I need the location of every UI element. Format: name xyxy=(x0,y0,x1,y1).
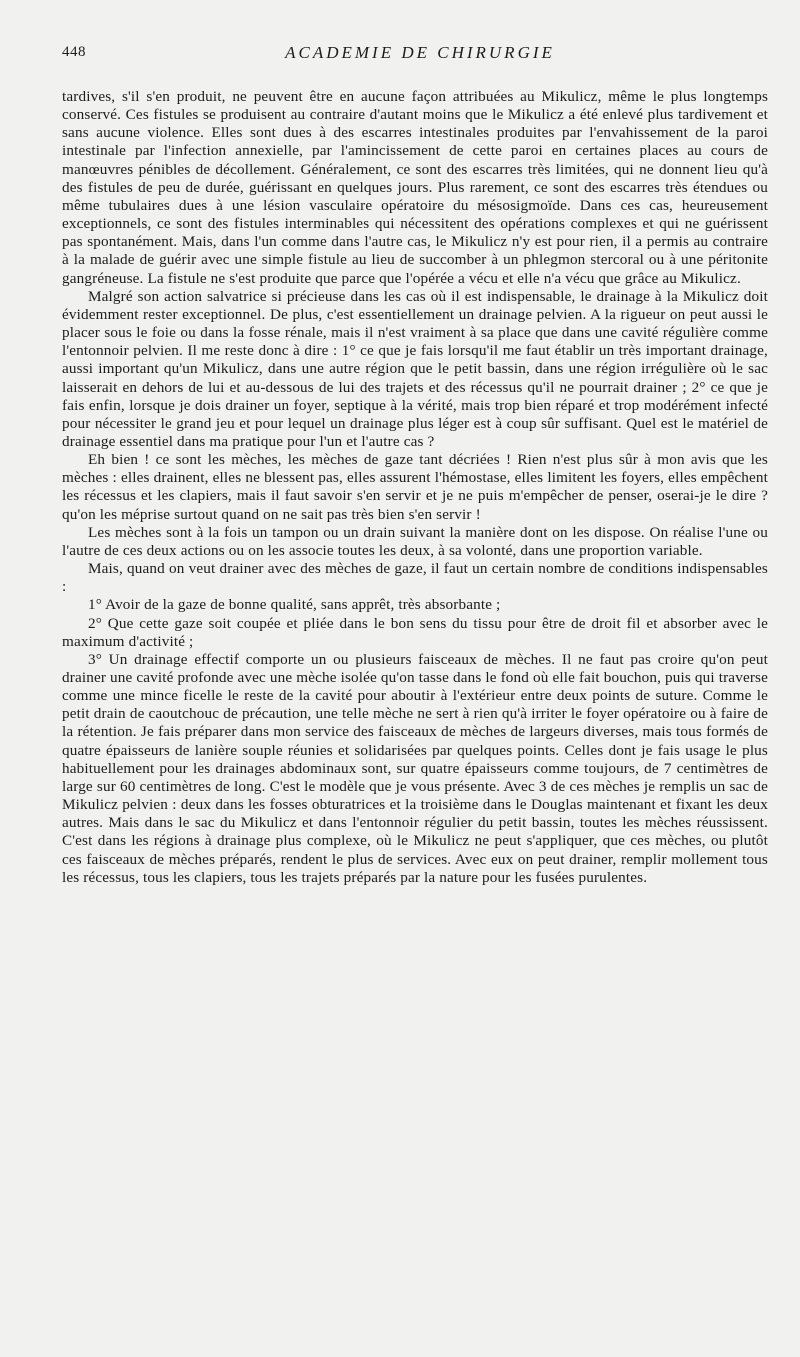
page-header xyxy=(62,40,768,70)
paragraph: Malgré son action salvatrice si précieuse dans les cas où il est indispensable, le drainage à la Mikulicz doit évidemment rester exceptionnel. De plus, c'est essentiellement un drainage pelvien. A la rigueur on peut aussi le placer sous le foie ou dans la fosse rénale, mais il n'est vraiment à sa place que dans une cavité régulière comme l'entonnoir pelvien. Il me reste donc à dire : 1° ce que je fais lorsqu'il me faut établir un très important drainage, aussi important qu'un Mikulicz, dans une autre région que le petit bassin, dans une région irrégulière où le sac laisserait en dehors de lui et au-dessous de lui des trajets et des récessus qu'il ne pourrait drainer ; 2° ce que je fais enfin, lorsque je dois drainer un foyer, septique à la vérité, mais trop bien réparé et trop modérément infecté pour nécessiter le grand jeu et pour lequel un drainage plus léger est à coup sûr suffisant. Quel est le matériel de drainage essentiel dans ma pratique pour l'un et l'autre cas ? xyxy=(62,287,768,450)
body-text xyxy=(62,88,768,887)
page-number: 448 xyxy=(62,44,86,60)
running-title: ACADEMIE DE CHIRURGIE xyxy=(285,43,555,62)
list-item: 2° Que cette gaze soit coupée et pliée dans le bon sens du tissu pour être de droit fil et absorber avec le maximum d'activité ; xyxy=(62,614,768,650)
paragraph: Les mèches sont à la fois un tampon ou un drain suivant la manière dont on les dispose. On réalise l'une ou l'autre de ces deux actions ou on les associe toutes les deux, à sa volonté, dans une proportion variable. xyxy=(62,523,768,559)
paragraph: Eh bien ! ce sont les mèches, les mèches de gaze tant décriées ! Rien n'est plus sûr à mon avis que les mèches : elles drainent, elles ne blessent pas, elles assurent l'hémostase, elles limitent les foyers, elles empêchent les récessus et les clapiers, mais il faut savoir s'en servir et je ne puis m'empêcher de penser, oserai-je le dire ? qu'on les méprise surtout quand on ne sait pas très bien s'en servir ! xyxy=(62,451,768,523)
list-item: 3° Un drainage effectif comporte un ou plusieurs faisceaux de mèches. Il ne faut pas croire qu'on peut drainer une cavité profonde avec une mèche isolée qu'on tasse dans le fond où elle fait bouchon, puis qui traverse comme une mince ficelle le reste de la cavité pour aboutir à l'extérieur entre deux points de suture. Comme le petit drain de caoutchouc de précaution, une telle mèche ne sert à rien qu'à irriter le foyer opératoire ou à faire de la rétention. Je fais préparer dans mon service des faisceaux de mèches de largeurs diverses, mais tous formés de quatre épaisseurs de lanière souple réunies et solidarisées par quelques points. Celles dont je fais usage le plus habituellement pour les drainages abdominaux sont, sur quatre épaisseurs comme toujours, de 7 centimètres de large sur 60 centimètres de long. C'est le modèle que je vous présente. Avec 3 de ces mèches je remplis un sac de Mikulicz pelvien : deux dans les fosses obturatrices et la troisième dans le Douglas maintenant et fixant les deux autres. Mais dans le sac du Mikulicz et dans l'entonnoir régulier du petit bassin, toutes les mèches réussissent. C'est dans les régions à drainage plus complexe, où le Mikulicz ne peut s'appliquer, que ces mèches, ou plutôt ces faisceaux de mèches préparés, rendent le plus de services. Avec eux on peut drainer, remplir mollement tous les récessus, tous les clapiers, tous les trajets préparés par la nature pour les fusées purulentes. xyxy=(62,650,768,886)
list-item: 1° Avoir de la gaze de bonne qualité, sans apprêt, très absorbante ; xyxy=(88,596,501,614)
paragraph: Mais, quand on veut drainer avec des mèches de gaze, il faut un certain nombre de conditions indispensables : xyxy=(62,560,768,596)
paragraph: tardives, s'il s'en produit, ne peuvent être en aucune façon attribuées au Mikulicz, même le plus longtemps conservé. Ces fistules se produisent au contraire d'autant moins que le Mikulicz a été enlevé plus tardivement et sans aucune violence. Elles sont dues à des escarres intestinales produites par l'envahissement de la paroi intestinale par l'infection annexielle, par l'amincissement de cette paroi en certaines places au cours de manœuvres pénibles de décollement. Généralement, ce sont des escarres très limitées, qui ne donnent lieu qu'à des fistules de peu de durée, guérissant en quelques jours. Plus rarement, ce sont des escarres très étendues ou même tubulaires dues à une lésion vasculaire opératoire du mésosigmoïde. Dans ces cas, heureusement exceptionnels, ce sont des fistules interminables qui nécessitent des opérations complexes et qui ne guérissent pas spontanément. Mais, dans l'un comme dans l'autre cas, le Mikulicz n'y est pour rien, il a permis au contraire à la malade de guérir avec une simple fistule au lieu de succomber à un phlegmon stercoral ou à une péritonite gangréneuse. La fistule ne s'est produite que parce que l'opérée a vécu et elle n'a vécu que grâce au Mikulicz. xyxy=(62,88,768,287)
